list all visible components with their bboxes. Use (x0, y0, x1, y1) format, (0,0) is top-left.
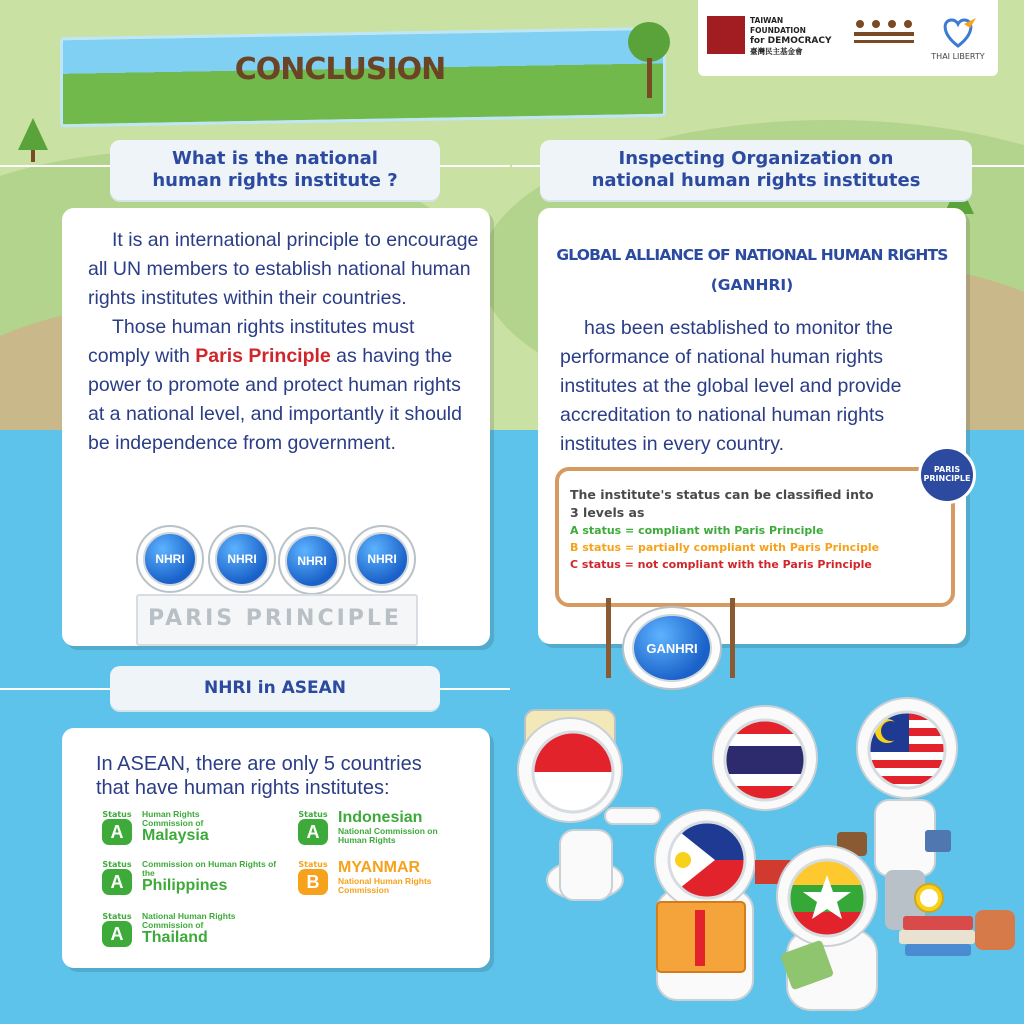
status-word: Status (102, 912, 132, 921)
pine-tree-icon (18, 118, 48, 162)
seal-line2: PRINCIPLE (923, 474, 971, 483)
intro-line2: that have human rights institutes: (96, 777, 390, 799)
myanmar-astronaut (777, 846, 877, 1010)
tfd-subname: for DEMOCRACY (750, 35, 832, 46)
section1-body (88, 226, 480, 458)
nhri-helmet-label: NHRI (355, 532, 409, 586)
status-word: Status (102, 860, 132, 869)
thai-liberty-logo-text: THAI LIBERTY (931, 52, 985, 61)
institute-desc: Human Rights Commission of (142, 809, 204, 828)
section2-heading (540, 140, 972, 200)
status-word: Status (298, 810, 328, 819)
ganhri-org-line2: (GANHRI) (710, 276, 794, 294)
status-grade: A (102, 819, 132, 845)
status-grade: A (102, 869, 132, 895)
people-foundation-logo-icon (852, 18, 916, 52)
books-clock-decoration (899, 884, 1015, 956)
section3-heading: NHRI in ASEAN (110, 666, 440, 710)
section2-heading-line1: Inspecting Organization on (618, 148, 894, 169)
nhri-helmet-label: NHRI (143, 532, 197, 586)
astronaut-flags-illustration (515, 690, 1020, 1020)
indonesia-astronaut (518, 710, 660, 900)
para2-before: Those human rights institutes must comply with (88, 316, 415, 367)
nhri-helmet (208, 525, 276, 593)
institute-desc: National Commission on Human Rights (338, 825, 438, 845)
tree-trunk (647, 58, 652, 98)
ganhri-helmet-label: GANHRI (632, 614, 712, 682)
section1-para2 (88, 313, 480, 458)
nhri-helmet (348, 525, 416, 593)
paris-principle-highlight: Paris Principle (195, 345, 331, 367)
nhri-helmet (136, 525, 204, 593)
nhri-helmet-label: NHRI (215, 532, 269, 586)
status-badge (298, 860, 328, 895)
board-intro-line2: 3 levels as (570, 505, 645, 520)
tfd-logo-text (750, 16, 840, 57)
para2-after: as having the power to promote and protect human rights at a national level, and importantly it should be independence from government. (88, 345, 462, 454)
institute-desc: National Human Rights Commission of (142, 911, 236, 930)
intro-line1: In ASEAN, there are only 5 countries (96, 753, 422, 775)
asean-item-myanmar (298, 860, 458, 895)
section2-para: has been established to monitor the performance of national human rights institutes at the global level and provide accreditation to national human rights institutes in every country. (560, 317, 902, 455)
ganhri-org-name (548, 240, 956, 300)
nhri-helmet (278, 527, 346, 595)
status-c-line: C status = not compliant with the Paris Principle (570, 558, 872, 571)
tfd-chinese-name: 臺灣民主基金會 (750, 47, 803, 57)
status-a-line: A status = compliant with Paris Principle (570, 524, 824, 537)
board-intro-line1: The institute's status can be classified into (570, 487, 874, 502)
section1-para1: It is an international principle to encourage all UN members to establish national human rights institutes within their countries. (88, 229, 479, 309)
seal-line1: PARIS (933, 465, 961, 475)
institute-name: MYANMAR (338, 859, 421, 876)
thai-liberty-logo-icon (938, 14, 978, 50)
paris-principle-banner: PARIS PRINCIPLE (148, 606, 402, 631)
asean-item-malaysia (102, 810, 242, 845)
status-word: Status (298, 860, 328, 869)
status-b-line: B status = partially compliant with Paris Principle (570, 541, 880, 554)
page-title: CONCLUSION (234, 52, 446, 87)
section1-heading-line2: human rights institute ? (152, 170, 398, 191)
paris-principle-seal (918, 446, 976, 504)
section2-heading-line2: national human rights institutes (591, 170, 921, 191)
asean-item-philippines (102, 860, 282, 895)
status-word: Status (102, 810, 132, 819)
section1-heading-line1: What is the national (172, 148, 378, 169)
status-board-text (570, 486, 940, 573)
tfd-name: TAIWAN FOUNDATION (750, 16, 806, 35)
status-grade: B (298, 869, 328, 895)
institute-desc: Commission on Human Rights of the (142, 859, 277, 878)
thailand-astronaut (713, 706, 817, 810)
board-post (606, 598, 611, 678)
asean-item-thailand (102, 912, 262, 947)
status-badge (102, 912, 132, 947)
status-grade: A (298, 819, 328, 845)
institute-name: Thailand (142, 928, 208, 946)
board-post (730, 598, 735, 678)
status-badge (102, 810, 132, 845)
nhri-helmet-label: NHRI (285, 534, 339, 588)
ganhri-org-line1: GLOBAL ALLIANCE OF NATIONAL HUMAN RIGHTS (556, 246, 948, 264)
ganhri-helmet (622, 606, 722, 690)
institute-name: Philippines (142, 876, 228, 894)
section3-intro (96, 752, 486, 800)
tfd-logo-icon (707, 16, 745, 54)
asean-item-indonesia (298, 810, 448, 845)
section1-heading (110, 140, 440, 200)
tree-icon (628, 22, 670, 62)
status-grade: A (102, 921, 132, 947)
status-badge (102, 860, 132, 895)
philippines-astronaut (655, 810, 795, 1000)
institute-desc: National Human Rights Commission (338, 875, 432, 895)
institute-name: Malaysia (142, 826, 209, 844)
status-badge (298, 810, 328, 845)
institute-name: Indonesian (338, 809, 423, 826)
